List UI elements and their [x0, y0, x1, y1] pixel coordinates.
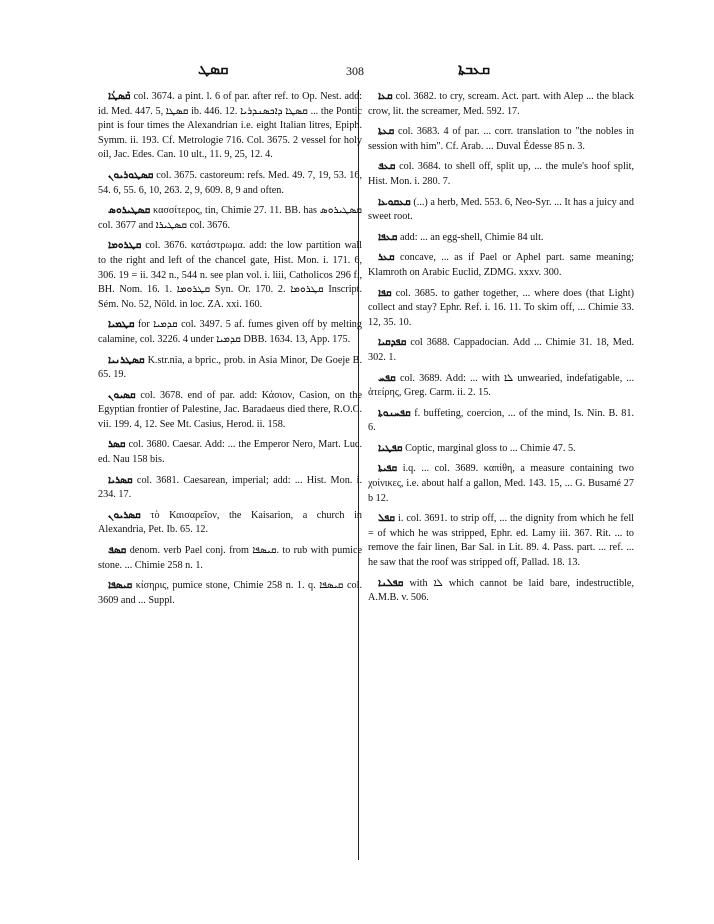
- dictionary-entry: [368, 407, 634, 436]
- entry-text: col. 3678. end of par. add: Κάσιον, Casion, on the Egyptian frontier of Palestine, Jac. Baradaeus died there, R.O.C. vii. 199. 4, 12. See Mt. Casius, Herod. ii. 158.: [98, 389, 362, 430]
- entry-text: col. 3682. to cry, scream. Act. part. with Alep ... the black crow, lit. the screamer, Med. 592. 17.: [368, 91, 634, 117]
- dictionary-entry: [98, 204, 362, 233]
- entry-headword: ܩܦܐ: [378, 287, 392, 299]
- right-column: [368, 90, 634, 612]
- left-column: [98, 90, 362, 614]
- dictionary-entry: [368, 336, 634, 365]
- entry-text: col. 3684. to shell off, split up, ... the mule's hoof split, Hist. Mon. i. 280. 7.: [368, 161, 634, 187]
- entry-headword: ܩܣܪܝܘܢ: [108, 509, 141, 521]
- entry-text: for ܩܕܡܝܐ col. 3497. 5 af. fumes given off by melting calamine, col. 3226. 4 under ܩܕܡܝܐ DBB. 1634. 13, App. 175.: [98, 319, 362, 345]
- entry-headword: ܩܣܪܝܐ: [108, 474, 133, 486]
- dictionary-entry: [368, 577, 634, 606]
- entry-headword: ܩܣܛܝܪܘܣ: [108, 205, 151, 217]
- entry-headword: ܩܝܣܦܐ: [108, 580, 133, 592]
- entry-headword: ܩܦܛܝܐ: [378, 442, 403, 454]
- entry-headword: ܩܣܛܪܢܝܐ: [108, 354, 145, 366]
- entry-headword: ܩܥܬܐ: [378, 126, 395, 138]
- dictionary-entry: [98, 169, 362, 198]
- entry-headword: ܩܥܩܘܥܐ: [378, 196, 411, 208]
- entry-text: concave, ... as if Pael or Aphel part. same meaning; Klamroth on Arabic Euclid, ZDMG. xxxv. 300.: [368, 252, 634, 278]
- entry-headword: ܩܦܚܢܘܬܐ: [378, 407, 411, 419]
- dictionary-entry: [98, 509, 362, 538]
- entry-headword: ܩܛܡܝܐ: [108, 319, 135, 331]
- dictionary-entry: [98, 474, 362, 503]
- running-head-right: ܩܥܒܬܐ: [458, 60, 491, 78]
- dictionary-entry: [368, 90, 634, 119]
- entry-headword: ܩܥܐ: [378, 91, 393, 102]
- entry-text: col. 3674. a pint. l. 6 of par. after ref. to Op. Nest. add: id. Med. 447. 5, ܩܣܛܐ ib. 446. 12. ܩܣܛܐ ܕܐܟܣܢܕܪܝܐ ... the Pontic pint is four times the Alexandrian i.e. eight Italian litres, Epiph. Symm. ii. 193. Cf. Metrologie 716. Col. 3675. 2 vessel for holy oil, Jac. Edes. Can. 10 ult., 11. 9, 25, 12. 4.: [98, 91, 362, 161]
- entry-headword: ܩܦܝܬܐ: [378, 463, 398, 475]
- dictionary-entry: [368, 196, 634, 225]
- entry-headword: ܩܥܦܐ: [378, 231, 398, 243]
- dictionary-entry: [368, 125, 634, 154]
- entry-text: κίσηρις, pumice stone, Chimie 258 n. 1. q. ܩܝܣܦܐ col. 3609 and ... Suppl.: [98, 580, 362, 606]
- entry-text: add: ... an egg-shell, Chimie 84 ult.: [397, 231, 544, 243]
- entry-text: col. 3685. to gather together, ... where does (that Light) collect and stay? Ephr. Ref. i. 16. 11. To skim off, ... Chimie 33. 12, 35. 10.: [368, 287, 634, 328]
- entry-headword: ܩܥܦ: [378, 161, 396, 173]
- entry-text: col. 3680. Caesar. Add: ... the Emperor Nero, Mart. Luc. ed. Nau 158 bis.: [98, 439, 362, 466]
- entry-headword: ܩܣܦ: [108, 545, 127, 557]
- dictionary-entry: [98, 579, 362, 608]
- entry-text: (...) a herb, Med. 553. 6, Neo-Syr. ... It has a juicy and sweet root.: [368, 196, 634, 223]
- entry-text: denom. verb Pael conj. from ܩܝܣܦܐ. to rub with pumice stone. ... Chimie 258 n. 1.: [98, 545, 362, 571]
- entry-text: with ܠܐ which cannot be laid bare, indestructible, A.M.B. v. 506.: [368, 577, 634, 604]
- entry-headword: ܩܥܪ: [378, 252, 395, 264]
- entry-headword: ܩܣܝܘܢ: [108, 389, 136, 401]
- entry-headword: ܩܣܛܘܪܝܘܢ: [108, 169, 154, 181]
- entry-headword: ܩܦܕܩܝܐ: [378, 337, 407, 349]
- dictionary-entry: [368, 231, 634, 246]
- entry-text: col. 3681. Caesarean, imperial; add: ... Hist. Mon. i. 234. 17.: [98, 474, 362, 501]
- entry-text: i. col. 3691. to strip off, ... the dignity from which he fell = of which he was stripped, Ephr. ed. Lamy iii. 367. Rit. ... to remove the fair linen, Bar Sal. in Lit. 89. 4. Pass. part. ... ref. ... he saw that the roof was stripped off, Pallad. 18. 13.: [368, 513, 634, 569]
- entry-text: col. 3676. κατάστρωμα. add: the low partition wall to the right and left of the chancel gate, Hist. Mon. i. 171. 6, 306. 19 = ii. 342 n., 544 n. see plan vol. i. liii, Catholicos 296 f., BH. Nom. 16. 1. ܩܛܪܘܡܐ Syn. Or. 170. 2. ܩܛܪܘܡܐ Inscript. Sém. No. 52, Nöld. in loc. ZA. xxi. 160.: [98, 240, 362, 310]
- entry-text: col 3688. Cappadocian. Add ... Chimie 31. 18, Med. 302. 1.: [368, 337, 634, 363]
- entry-text: Coptic, marginal gloss to ... Chimie 47. 5.: [402, 442, 576, 454]
- entry-text: κασσίτερος, tin, Chimie 27. 11. BB. has ܩܣܛܝܪܘܣ col. 3677 and ܩܣܛܝܪܐ col. 3676.: [98, 205, 362, 231]
- dictionary-entry: [98, 438, 362, 467]
- dictionary-entry: [368, 442, 634, 457]
- entry-text: col. 3689. Add: ... with ܠܐ unwearied, indefatigable, ... ἀτείρης, Greg. Carm. ii. 2. 15.: [368, 372, 634, 399]
- entry-text: i.q. ... col. 3689. καπίθη, a measure containing two χοίνικες, i.e. about half a gallon, Med. 143. 15, ... G. Busamé 27 b 12.: [368, 463, 634, 504]
- dictionary-entry: [98, 544, 362, 573]
- dictionary-entry: [368, 287, 634, 331]
- entry-headword: ܩܦܚ: [378, 372, 396, 384]
- page-number: 308: [346, 64, 364, 78]
- dictionary-entry: [98, 239, 362, 312]
- entry-text: f. buffeting, coercion, ... of the mind, Is. Nin. B. 81. 6.: [368, 407, 634, 434]
- entry-text: col. 3675. castoreum: refs. Med. 49. 7, 19, 53. 16, 54. 6, 55. 6, 10, 263. 2, 9, 609. 8, 9 and often.: [98, 169, 362, 196]
- dictionary-entry: [368, 462, 634, 506]
- dictionary-entry: [368, 512, 634, 570]
- dictionary-entry: [98, 389, 362, 433]
- dictionary-entry: [98, 354, 362, 383]
- entry-text: col. 3683. 4 of par. ... corr. translation to "the nobles in session with him". Cf. Arab. ... Duval Édesse 85 n. 3.: [368, 126, 634, 152]
- entry-headword: ܩܶܣܛܳܐ: [108, 91, 131, 102]
- dictionary-entry: [368, 160, 634, 189]
- entry-headword: ܩܣܪ: [108, 439, 126, 451]
- dictionary-entry: [98, 318, 362, 347]
- dictionary-entry: [368, 251, 634, 280]
- entry-headword: ܩܦܠ: [378, 513, 396, 525]
- running-head-left: ܩܣܛ: [198, 60, 229, 78]
- entry-text: τὸ Καισαρεῖον, the Kaisarion, a church in Alexandria, Pet. Ib. 65. 12.: [98, 509, 362, 536]
- dictionary-entry: [98, 90, 362, 163]
- dictionary-entry: [368, 372, 634, 401]
- entry-headword: ܩܦܠܢܐ: [378, 577, 404, 589]
- entry-text: K.str.nia, a bpric., prob. in Asia Minor, De Goeje B. 65. 19.: [98, 354, 362, 381]
- entry-headword: ܩܛܪܘܡܐ: [108, 240, 142, 252]
